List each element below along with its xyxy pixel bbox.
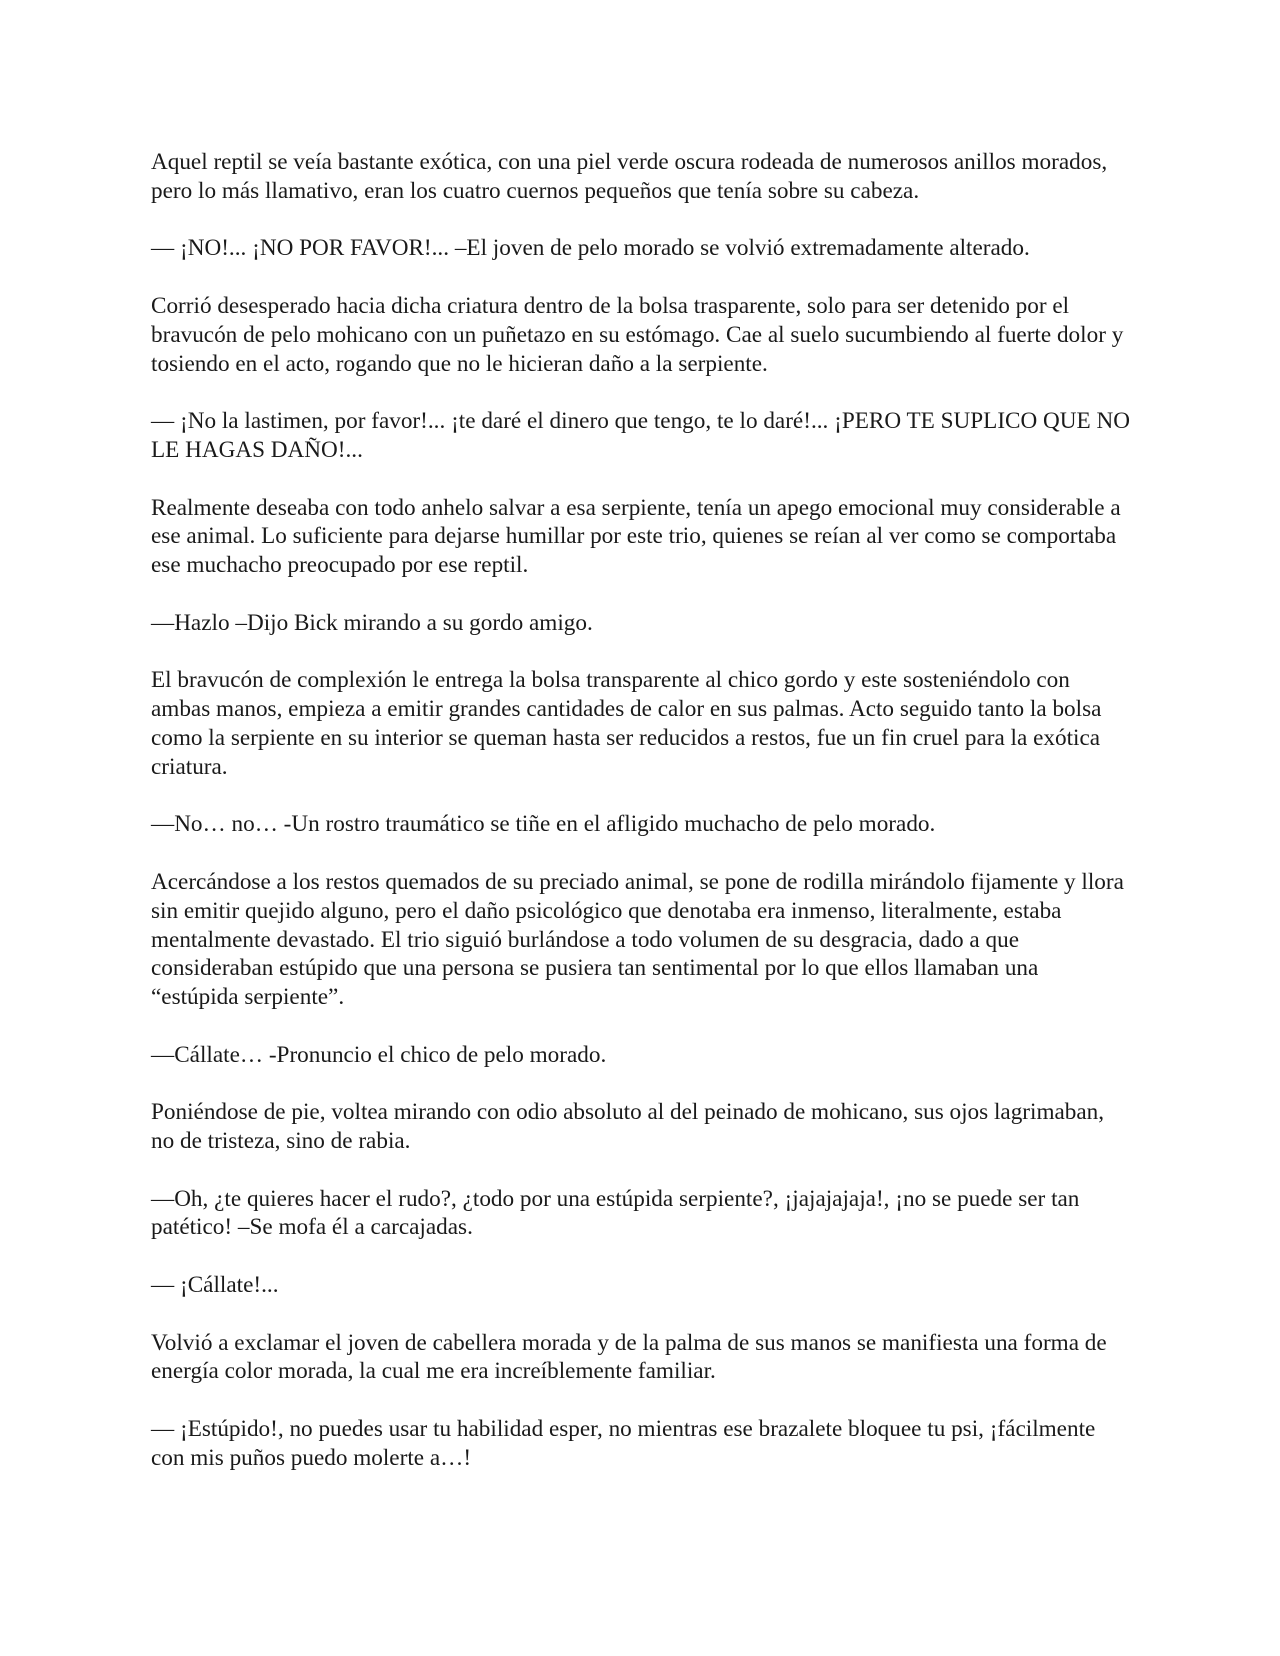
paragraph: —No… no… -Un rostro traumático se tiñe en el afligido muchacho de pelo morado.: [151, 811, 936, 838]
paragraph: — ¡Cállate!...: [151, 1272, 279, 1299]
paragraph: El bravucón de complexión le entrega la bolsa transparente al chico gordo y este sosteniéndolo con ambas manos, empieza a emitir grandes cantidades de calor en sus palmas. Acto seguido tanto la bolsa como la serpiente en su interior se queman hasta ser reducidos a restos, fue un fin cruel para la exótica criatura.: [151, 667, 1102, 780]
paragraph: — ¡No la lastimen, por favor!... ¡te daré el dinero que tengo, te lo daré!... ¡PERO TE SUPLICO QUE NO LE HAGAS DAÑO!...: [151, 408, 1131, 463]
paragraph: —Oh, ¿te quieres hacer el rudo?, ¿todo por una estúpida serpiente?, ¡jajajajaja!, ¡no se puede ser tan patético! –Se mofa él a carcajadas.: [151, 1185, 1080, 1241]
paragraph: — ¡NO!... ¡NO POR FAVOR!... –El joven de pelo morado se volvió extremadamente alterado.: [151, 235, 1030, 262]
paragraph: Poniéndose de pie, voltea mirando con odio absoluto al del peinado de mohicano, sus ojos lagrimaban, no de tristeza, sino de rabia.: [151, 1099, 1105, 1155]
paragraph: Realmente deseaba con todo anhelo salvar a esa serpiente, tenía un apego emocional muy considerable a ese animal. Lo suficiente para dejarse humillar por este trio, quienes se reían al ver como se comportaba ese muchacho preocupado por ese reptil.: [151, 494, 1121, 579]
paragraph: Volvió a exclamar el joven de cabellera morada y de la palma de sus manos se manifiesta una forma de energía color morada, la cual me era increíblemente familiar.: [151, 1329, 1107, 1385]
paragraph: Corrió desesperado hacia dicha criatura dentro de la bolsa trasparente, solo para ser detenido por el bravucón de pelo mohicano con un puñetazo en su estómago. Cae al suelo sucumbiendo al fuerte dolor y tosiendo en el acto, rogando que no le hicieran daño a la serpiente.: [151, 292, 1124, 377]
document-body: [151, 148, 1131, 1473]
paragraph: Acercándose a los restos quemados de su preciado animal, se pone de rodilla mirándolo fijamente y llora sin emitir quejido alguno, pero el daño psicológico que denotaba era inmenso, literalmente, estaba mentalmente devastado. El trio siguió burlándose a todo volumen de su desgracia, dado a que consideraban estúpido que una persona se pusiera tan sentimental por lo que ellos llamaban una “estúpida serpiente”.: [151, 868, 1124, 1011]
paragraph: —Cállate… -Pronuncio el chico de pelo morado.: [151, 1041, 607, 1068]
paragraph: —Hazlo –Dijo Bick mirando a su gordo amigo.: [151, 609, 593, 636]
paragraph: Aquel reptil se veía bastante exótica, con una piel verde oscura rodeada de numerosos anillos morados, pero lo más llamativo, eran los cuatro cuernos pequeños que tenía sobre su cabeza.: [151, 149, 1108, 204]
paragraph: — ¡Estúpido!, no puedes usar tu habilidad esper, no mientras ese brazalete bloquee tu psi, ¡fácilmente con mis puños puedo molerte a…!: [151, 1416, 1096, 1471]
